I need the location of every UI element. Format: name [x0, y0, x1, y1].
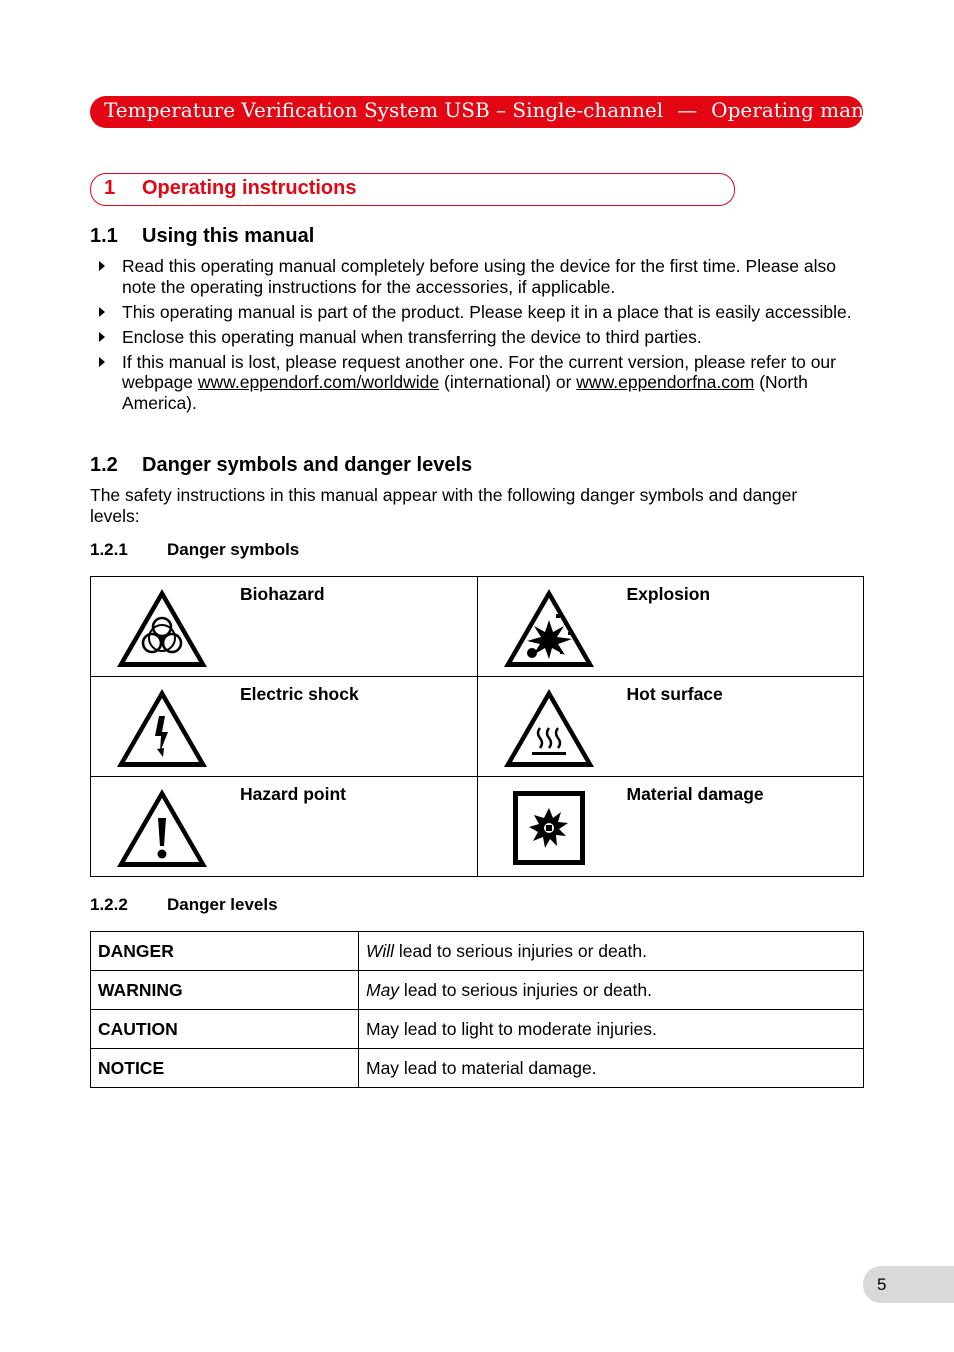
table-row: [91, 1049, 864, 1088]
electric-shock-icon: [115, 686, 209, 770]
level-text: May lead to light to moderate injuries.: [366, 1018, 657, 1039]
level-emphasis: May: [366, 979, 400, 1000]
danger-symbols-table: [90, 576, 864, 877]
link-eppendorfna[interactable]: www.eppendorfna.com: [576, 372, 755, 392]
symbol-cell: [477, 577, 864, 677]
bullet-text-middle: (international) or: [439, 372, 577, 392]
table-row: [91, 777, 864, 877]
level-name: CAUTION: [91, 1010, 359, 1049]
symbol-label: Material damage: [626, 784, 764, 804]
page-number: 5: [863, 1266, 954, 1303]
symbol-label: Hot surface: [626, 684, 723, 704]
bullet-arrow-icon: [99, 332, 105, 342]
level-description: [359, 971, 864, 1010]
header-subtitle: Operating manual: [711, 98, 896, 122]
link-eppendorf-worldwide[interactable]: www.eppendorf.com/worldwide: [197, 372, 440, 392]
hot-surface-icon: [502, 686, 596, 770]
bullet-text: Read this operating manual completely before using the device for the first time. Please also note the operating instructions for the accessories, if applicable.: [122, 256, 836, 297]
bullet-arrow-icon: [99, 261, 105, 271]
symbol-label: Electric shock: [240, 684, 359, 704]
explosion-icon: [502, 586, 596, 670]
table-row: [91, 932, 864, 971]
table-row: [91, 677, 864, 777]
symbol-cell: [477, 777, 864, 877]
section-title: Danger levels: [167, 895, 278, 914]
symbol-cell: [91, 677, 478, 777]
hazard-point-icon: [115, 786, 209, 870]
level-emphasis: Will: [366, 940, 395, 961]
symbol-label: Biohazard: [240, 584, 325, 604]
symbol-cell: [477, 677, 864, 777]
bullet-text: This operating manual is part of the product. Please keep it in a place that is easily accessible.: [122, 301, 852, 322]
level-text: lead to serious injuries or death.: [399, 979, 652, 1000]
bullet-text-after: (North America).: [122, 372, 808, 413]
list-item: [90, 327, 865, 348]
section-number: 1.2.1: [90, 540, 128, 559]
level-name: WARNING: [91, 971, 359, 1010]
chapter-number: 1: [104, 177, 116, 199]
symbol-cell: [91, 777, 478, 877]
header-separator: —: [677, 98, 698, 122]
section-number: 1.1: [90, 225, 118, 247]
intro-paragraph: The safety instructions in this manual appear with the following danger symbols and danger levels:: [90, 485, 798, 526]
level-description: [359, 932, 864, 971]
header-title: Temperature Verification System USB – Single-channel: [104, 98, 664, 122]
level-name: DANGER: [91, 932, 359, 971]
symbol-cell: [91, 577, 478, 677]
table-row: [91, 1010, 864, 1049]
symbol-label: Explosion: [626, 584, 711, 604]
section-title: Danger symbols and danger levels: [142, 454, 473, 476]
level-text: lead to serious injuries or death.: [394, 940, 647, 961]
section-number: 1.2: [90, 454, 118, 476]
chapter-heading: [90, 173, 735, 206]
section-title: Danger symbols: [167, 540, 300, 559]
list-item: [90, 352, 865, 414]
section-heading-1-2-2: [90, 895, 278, 915]
section-heading-1-1: [90, 224, 314, 248]
symbol-label: Hazard point: [240, 784, 346, 804]
bullet-arrow-icon: [99, 357, 105, 367]
table-row: [91, 577, 864, 677]
bullet-text: Enclose this operating manual when transferring the device to third parties.: [122, 326, 702, 347]
section-heading-1-2: [90, 453, 472, 477]
section-number: 1.2.2: [90, 895, 128, 914]
table-row: [91, 971, 864, 1010]
bullet-text-before: If this manual is lost, please request another one. For the current version, please refer to our webpage: [122, 351, 836, 392]
level-name: NOTICE: [91, 1049, 359, 1088]
header-banner: [90, 96, 896, 128]
section-heading-1-2-1: [90, 540, 299, 560]
chapter-title: Operating instructions: [142, 177, 357, 199]
bullet-arrow-icon: [99, 307, 105, 317]
level-description: [359, 1049, 864, 1088]
list-item: [90, 302, 865, 323]
level-description: [359, 1010, 864, 1049]
list-item: [90, 256, 865, 297]
biohazard-icon: [115, 586, 209, 670]
level-text: May lead to material damage.: [366, 1057, 597, 1078]
danger-levels-table: [90, 931, 864, 1088]
material-damage-icon: [502, 786, 596, 870]
bullet-list: [90, 256, 865, 418]
section-title: Using this manual: [142, 225, 315, 247]
